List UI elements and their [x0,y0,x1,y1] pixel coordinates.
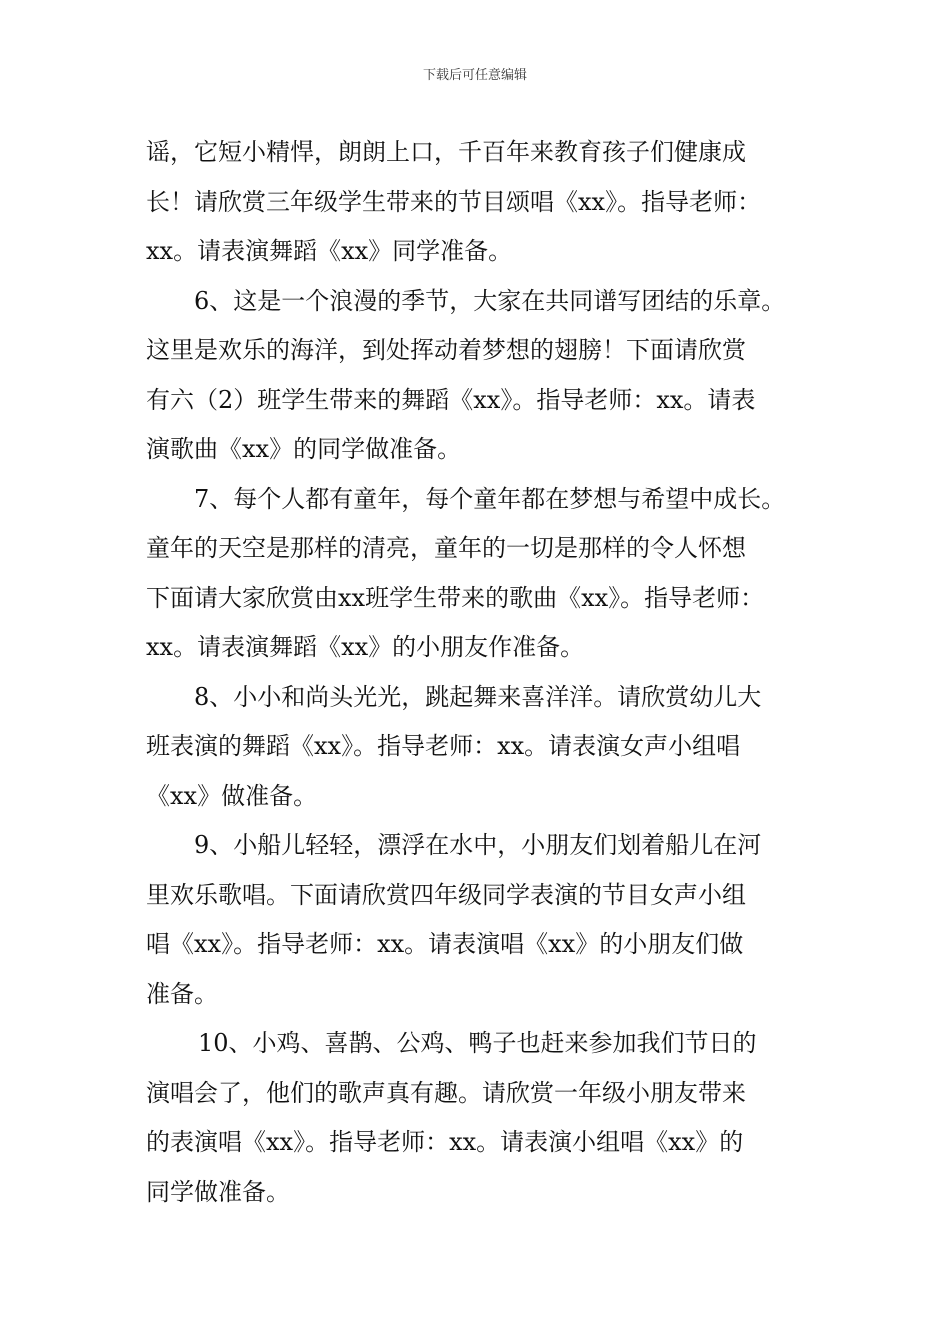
text-line: 有六（2）班学生带来的舞蹈《xx》。指导老师：xx。请表 [146,385,756,414]
paragraph [146,277,816,475]
text-line: 唱《xx》。指导老师：xx。请表演唱《xx》的小朋友们做 [146,930,744,958]
text-line: 长！请欣赏三年级学生带来的节目颂唱《xx》。指导老师： [146,187,762,216]
paragraph [146,475,816,673]
text-line: 准备。 [146,979,218,1008]
text-line: 的表演唱《xx》。指导老师：xx。请表演小组唱《xx》的 [146,1128,744,1156]
text-line: 演唱会了，他们的歌声真有趣。请欣赏一年级小朋友带来 [146,1078,746,1107]
text-line: 里欢乐歌唱。下面请欣赏四年级同学表演的节目女声小组 [146,880,746,909]
text-line: 同学做准备。 [146,1177,290,1206]
paragraph [146,673,816,822]
text-line: 10、小鸡、喜鹊、公鸡、鸭子也赶来参加我们节日的 [198,1029,757,1057]
text-line: 班表演的舞蹈《xx》。指导老师：xx。请表演女声小组唱 [146,732,741,760]
document-body [146,128,816,1217]
text-line: 童年的天空是那样的清亮，童年的一切是那样的令人怀想 [146,534,746,562]
text-line: 《xx》做准备。 [146,781,318,810]
text-line: 7、每个人都有童年，每个童年都在梦想与希望中成长。 [194,484,786,513]
text-line: xx。请表演舞蹈《xx》的小朋友作准备。 [146,633,585,661]
text-line: 演歌曲《xx》的同学做准备。 [146,435,462,463]
text-line: 9、小船儿轻轻，漂浮在水中，小朋友们划着船儿在河 [194,831,762,859]
paragraph [146,1019,816,1217]
text-line: 8、小小和尚头光光，跳起舞来喜洋洋。请欣赏幼儿大 [194,682,762,711]
text-line: 谣，它短小精悍，朗朗上口，千百年来教育孩子们健康成 [146,138,746,166]
text-line: 这里是欢乐的海洋，到处挥动着梦想的翅膀！下面请欣赏 [146,336,746,364]
paragraph [146,821,816,1019]
paragraph [146,128,816,277]
page-header: 下载后可任意编辑 [422,68,527,83]
text-line: 下面请大家欣赏由xx班学生带来的歌曲《xx》。指导老师： [146,583,765,612]
text-line: 6、这是一个浪漫的季节，大家在共同谱写团结的乐章。 [194,286,786,315]
text-line: xx。请表演舞蹈《xx》同学准备。 [146,237,513,265]
